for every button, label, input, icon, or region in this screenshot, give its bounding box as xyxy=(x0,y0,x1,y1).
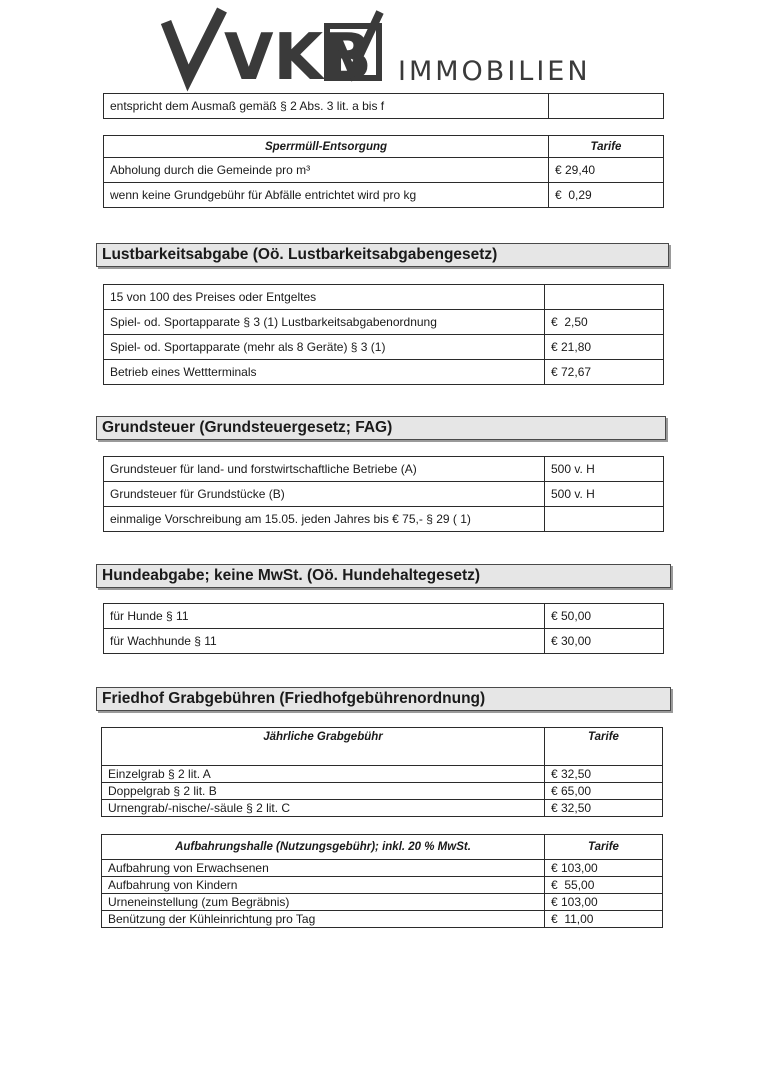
table-row xyxy=(104,629,664,654)
table-row xyxy=(102,894,663,911)
table-header-row xyxy=(102,835,663,860)
cell-label: Einzelgrab § 2 lit. A xyxy=(102,766,545,783)
table-header-row xyxy=(102,728,663,766)
cell-value xyxy=(549,94,664,119)
table-row xyxy=(102,766,663,783)
logo-company: IMMOBILIEN xyxy=(398,56,591,87)
aufbahrungshalle-table xyxy=(101,834,663,928)
header-sperrmuell: Sperrmüll-Entsorgung xyxy=(104,136,549,158)
section-heading-lustbarkeit: Lustbarkeitsabgabe (Oö. Lustbarkeitsabgabengesetz) xyxy=(96,243,669,267)
header-aufbahrungshalle: Aufbahrungshalle (Nutzungsgebühr); inkl. 20 % MwSt. xyxy=(102,835,545,860)
table-row xyxy=(102,783,663,800)
grundsteuer-table xyxy=(103,456,664,532)
header-tarife: Tarife xyxy=(545,835,663,860)
cell-label: Grundsteuer für land- und forstwirtschaftliche Betriebe (A) xyxy=(104,457,545,482)
cell-value: € 72,67 xyxy=(545,360,664,385)
cell-label: für Hunde § 11 xyxy=(104,604,545,629)
table-row xyxy=(104,604,664,629)
hundeabgabe-table xyxy=(103,603,664,654)
table-row xyxy=(102,800,663,817)
table-row xyxy=(104,310,664,335)
header-grabgebuehr: Jährliche Grabgebühr xyxy=(102,728,545,766)
cell-label: Betrieb eines Wettterminals xyxy=(104,360,545,385)
cell-value: € 65,00 xyxy=(545,783,663,800)
cell-value: € 103,00 xyxy=(545,860,663,877)
cell-label: 15 von 100 des Preises oder Entgeltes xyxy=(104,285,545,310)
table-row xyxy=(104,183,664,208)
header-tarife: Tarife xyxy=(545,728,663,766)
vkb-immobilien-logo xyxy=(0,0,766,92)
table-row xyxy=(102,911,663,928)
sperrmuell-table xyxy=(103,135,664,208)
cell-label: Spiel- od. Sportapparate § 3 (1) Lustbarkeitsabgabenordnung xyxy=(104,310,545,335)
cell-value: € 50,00 xyxy=(545,604,664,629)
cell-label: Doppelgrab § 2 lit. B xyxy=(102,783,545,800)
section-heading-hundeabgabe: Hundeabgabe; keine MwSt. (Oö. Hundehaltegesetz) xyxy=(96,564,671,588)
cell-label: Abholung durch die Gemeinde pro m³ xyxy=(104,158,549,183)
cell-value: € 2,50 xyxy=(545,310,664,335)
header-tarife: Tarife xyxy=(549,136,664,158)
table-row xyxy=(102,860,663,877)
table-row xyxy=(104,482,664,507)
cell-value: € 103,00 xyxy=(545,894,663,911)
table-row xyxy=(104,158,664,183)
cell-label: Spiel- od. Sportapparate (mehr als 8 Geräte) § 3 (1) xyxy=(104,335,545,360)
section-heading-friedhof: Friedhof Grabgebühren (Friedhofgebührenordnung) xyxy=(96,687,671,711)
cell-label: Urnengrab/-nische/-säule § 2 lit. C xyxy=(102,800,545,817)
cell-label: Benützung der Kühleinrichtung pro Tag xyxy=(102,911,545,928)
logo-brand: VKB xyxy=(224,21,372,92)
cell-value: € 32,50 xyxy=(545,766,663,783)
table-row xyxy=(104,285,664,310)
cell-label: einmalige Vorschreibung am 15.05. jeden Jahres bis € 75,- § 29 ( 1) xyxy=(104,507,545,532)
cell-label: Aufbahrung von Erwachsenen xyxy=(102,860,545,877)
cell-value: 500 v. H xyxy=(545,457,664,482)
table-header-row xyxy=(104,136,664,158)
table-row xyxy=(102,877,663,894)
cell-label: Aufbahrung von Kindern xyxy=(102,877,545,894)
cell-value: € 55,00 xyxy=(545,877,663,894)
cell-value: € 0,29 xyxy=(549,183,664,208)
lustbarkeit-table xyxy=(103,284,664,385)
cell-value: 500 v. H xyxy=(545,482,664,507)
section-heading-grundsteuer: Grundsteuer (Grundsteuergesetz; FAG) xyxy=(96,416,666,440)
cell-value xyxy=(545,285,664,310)
table-row xyxy=(104,360,664,385)
cell-value: € 11,00 xyxy=(545,911,663,928)
cell-label: Urneneinstellung (zum Begräbnis) xyxy=(102,894,545,911)
cell-value: € 21,80 xyxy=(545,335,664,360)
cell-label: Grundsteuer für Grundstücke (B) xyxy=(104,482,545,507)
cell-value: € 32,50 xyxy=(545,800,663,817)
table-row xyxy=(104,457,664,482)
cell-label: wenn keine Grundgebühr für Abfälle entrichtet wird pro kg xyxy=(104,183,549,208)
table-row xyxy=(104,94,664,119)
cell-value: € 30,00 xyxy=(545,629,664,654)
cell-label: entspricht dem Ausmaß gemäß § 2 Abs. 3 lit. a bis f xyxy=(104,94,549,119)
grabgebuehr-table xyxy=(101,727,663,817)
table-row xyxy=(104,335,664,360)
cell-value: € 29,40 xyxy=(549,158,664,183)
cell-value xyxy=(545,507,664,532)
cell-label: für Wachhunde § 11 xyxy=(104,629,545,654)
table-row xyxy=(104,507,664,532)
continuation-table xyxy=(103,93,664,119)
